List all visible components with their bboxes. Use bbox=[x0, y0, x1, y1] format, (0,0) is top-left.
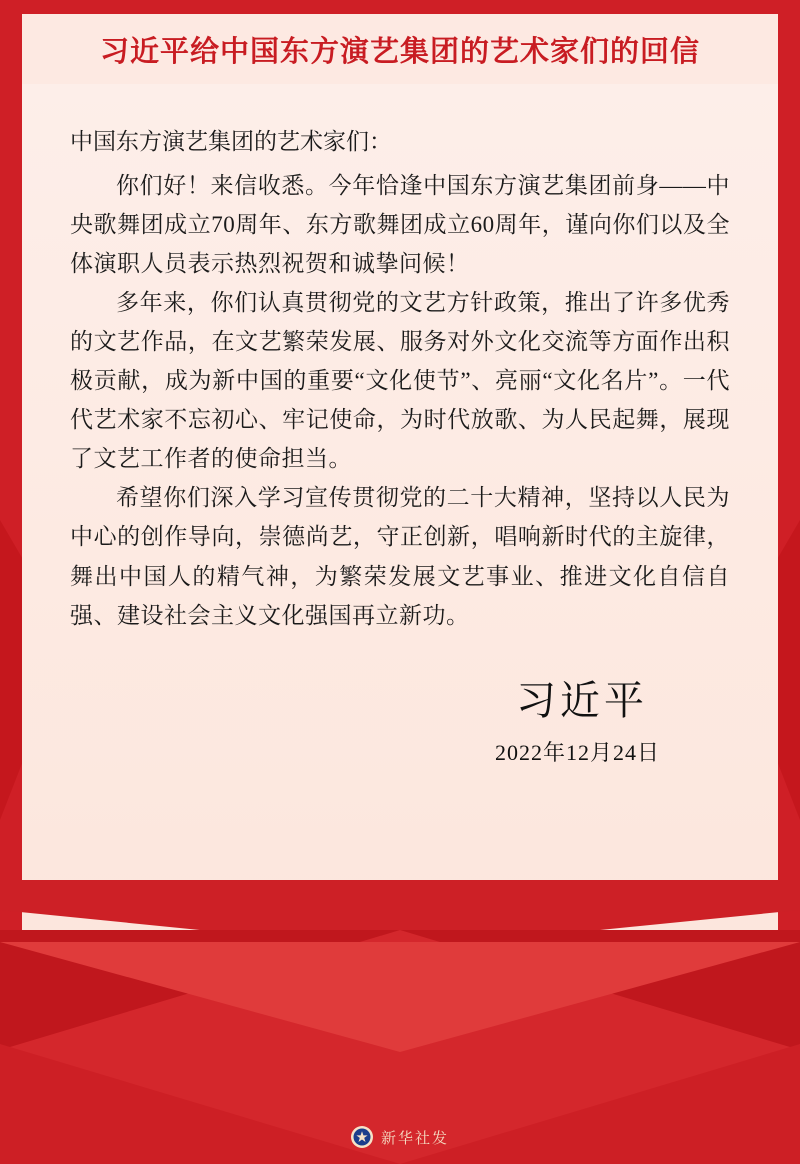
envelope-flap bbox=[0, 942, 800, 1052]
top-red-band bbox=[0, 0, 800, 14]
page-title: 习近平给中国东方演艺集团的艺术家们的回信 bbox=[99, 35, 700, 68]
credit-bar bbox=[0, 1126, 800, 1148]
credit-text: 新华社发 bbox=[380, 1130, 449, 1147]
letter-paper bbox=[22, 84, 778, 946]
letter-paragraph-3: 希望你们深入学习宣传贯彻党的二十大精神，坚持以人民为中心的创作导向，崇德尚艺，守正创新，唱响新时代的主旋律，舞出中国人的精气神，为繁荣发展文艺事业、推进文化自信自强、建设社会主义文化强国再立新功。 bbox=[70, 485, 730, 628]
signature-date: 2022年12月24日 bbox=[494, 739, 660, 765]
signature-block bbox=[70, 669, 730, 726]
letter-paragraph-1: 你们好！来信收悉。今年恰逢中国东方演艺集团前身——中央歌舞团成立70周年、东方歌舞团成立60周年，谨向你们以及全体演职人员表示热烈祝贺和诚挚问候！ bbox=[70, 172, 730, 276]
title-bar bbox=[22, 14, 778, 84]
signature-name: 习近平 bbox=[516, 677, 648, 723]
letter-salutation: 中国东方演艺集团的艺术家们： bbox=[70, 129, 392, 154]
letter-paragraph-2: 多年来，你们认真贯彻党的文艺方针政策，推出了许多优秀的文艺作品，在文艺繁荣发展、服务对外文化交流等方面作出积极贡献，成为新中国的重要“文化使节”、亮丽“文化名片”。一代代艺术家不忘初心、牢记使命，为时代放歌、为人民起舞，展现了文艺工作者的使命担当。 bbox=[70, 289, 730, 472]
xinhua-logo-icon bbox=[351, 1126, 373, 1148]
